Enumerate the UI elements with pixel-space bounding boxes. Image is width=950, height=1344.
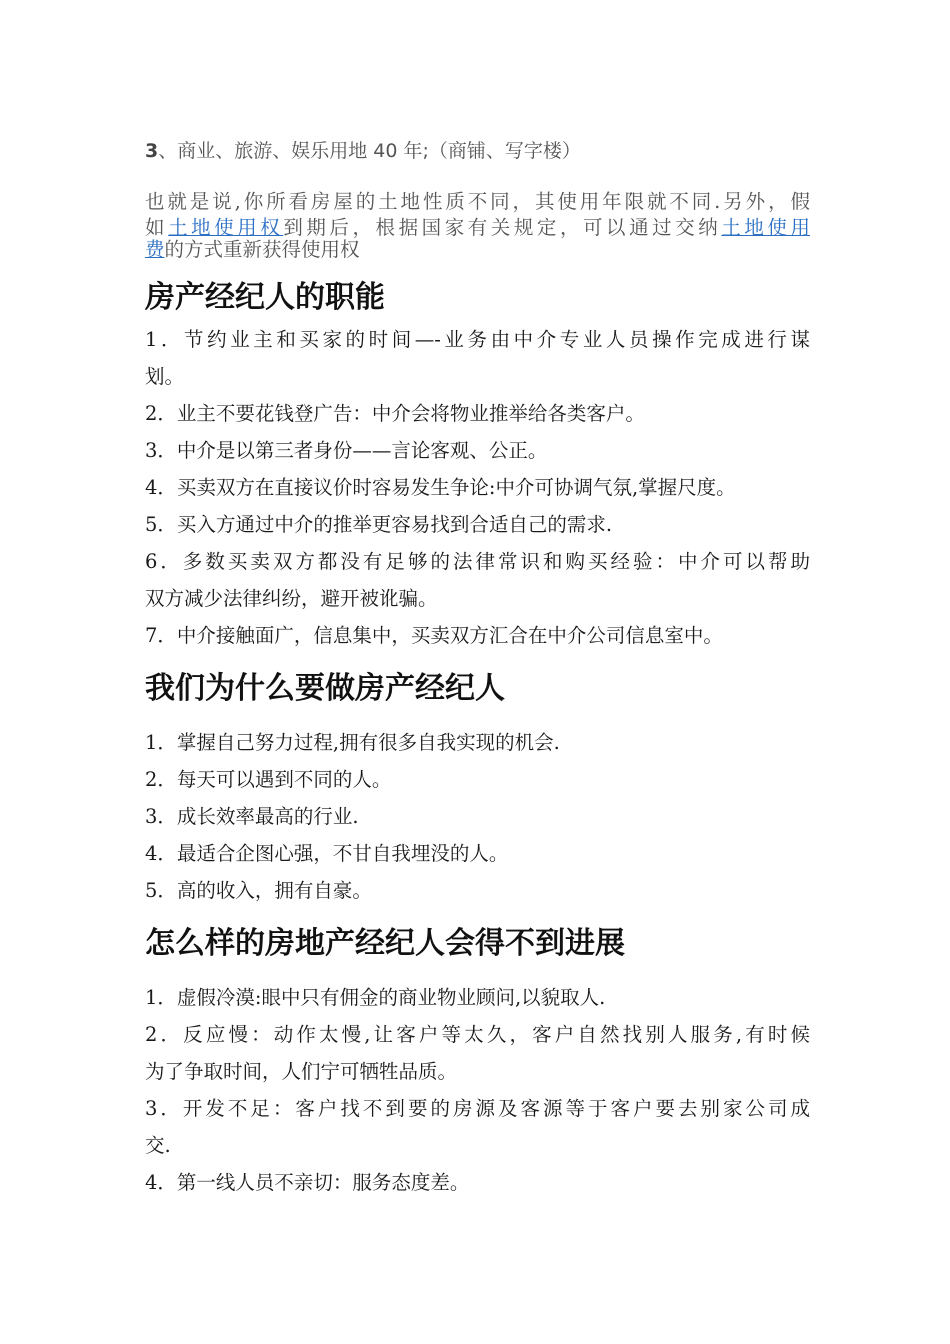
list-item: 5．买入方通过中介的推举更容易找到合适自己的需求. [145, 513, 613, 536]
list-item: 2．业主不要花钱登广告：中介会将物业推举给各类客户。 [145, 402, 645, 425]
list-item-line: 6．多数买卖双方都没有足够的法律常识和购买经验：中介可以帮助 [145, 550, 810, 573]
list-item [145, 543, 810, 617]
list-item-line: 2．反应慢：动作太慢,让客户等太久，客户自然找别人服务,有时候 [145, 1023, 810, 1046]
list-item: 1．虚假冷漠:眼中只有佣金的商业物业顾问,以貌取人. [145, 986, 606, 1009]
list-item: 4．最适合企图心强，不甘自我埋没的人。 [145, 842, 509, 865]
list-item: 2．每天可以遇到不同的人。 [145, 768, 392, 791]
land-use-fee-link-part1[interactable]: 土地使用 [721, 216, 810, 239]
list-item-line: 为了争取时间，人们宁可牺牲品质。 [145, 1060, 458, 1083]
intro-paragraph [145, 186, 810, 261]
intro-line-2-prefix: 如 [145, 216, 169, 239]
land-use-fee-link-part2[interactable]: 费 [145, 238, 165, 261]
list-item-line: 双方减少法律纠纷，避开被讹骗。 [145, 587, 438, 610]
list-item: 4．买卖双方在直接议价时容易发生争论:中介可协调气氛,掌握尺度。 [145, 476, 736, 499]
list-item: 5．高的收入，拥有自豪。 [145, 879, 372, 902]
term-text: 、商业、旅游、娱乐用地 40 年;（商铺、写字楼） [158, 140, 581, 162]
list-item-line: 3．开发不足：客户找不到要的房源及客源等于客户要去别家公司成 [145, 1097, 810, 1120]
intro-line-1: 也就是说,你所看房屋的土地性质不同，其使用年限就不同.另外，假 [145, 190, 810, 213]
intro-line-2 [145, 217, 810, 239]
intro-line-2-middle: 到期后，根据国家有关规定，可以通过交纳 [283, 216, 722, 239]
section-heading-why: 我们为什么要做房产经纪人 [145, 671, 505, 706]
term-number: 3 [145, 140, 159, 162]
document-page [145, 130, 810, 1201]
list-item-line: 划。 [145, 365, 185, 388]
list-item [145, 1016, 810, 1090]
list-item: 4．第一线人员不亲切：服务态度差。 [145, 1171, 470, 1194]
functions-list [145, 321, 810, 654]
list-item: 1．掌握自己努力过程,拥有很多自我实现的机会. [145, 731, 560, 754]
intro-line-3 [145, 239, 810, 261]
land-use-right-link[interactable]: 土地使用权 [168, 216, 284, 239]
list-item-line: 交. [145, 1134, 171, 1157]
land-use-term-line [145, 138, 810, 164]
intro-line-3-suffix: 的方式重新获得使用权 [164, 238, 360, 261]
list-item: 3．中介是以第三者身份——言论客观、公正。 [145, 439, 548, 462]
list-item [145, 1090, 810, 1164]
section-heading-functions: 房产经纪人的职能 [145, 280, 385, 315]
list-item [145, 321, 810, 395]
failure-causes-list [145, 979, 810, 1201]
list-item: 3．成长效率最高的行业. [145, 805, 359, 828]
section-heading-failures: 怎么样的房地产经纪人会得不到进展 [145, 926, 625, 961]
list-item-line: 1．节约业主和买家的时间—-业务由中介专业人员操作完成进行谋 [145, 328, 810, 351]
reasons-list [145, 724, 810, 909]
list-item: 7．中介接触面广，信息集中，买卖双方汇合在中介公司信息室中。 [145, 624, 723, 647]
